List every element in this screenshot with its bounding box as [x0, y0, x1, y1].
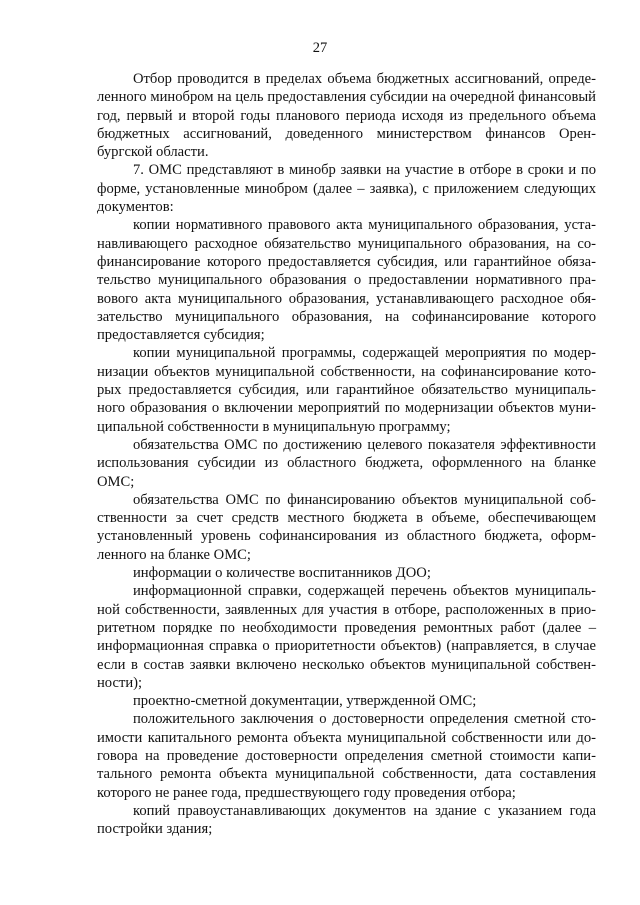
list-item-financing-obligation: обязательства ОМС по финансированию объектов муниципальной собственности за счет средств местного бюджета в объеме, обеспечивающем установленный уровень софинансирования из областного бюджета, оформленного на бланке ОМС;	[97, 491, 596, 563]
list-item-pupils-info: информации о количестве воспитанников ДОО;	[133, 565, 431, 582]
list-item-title-documents: копий правоустанавливающих документов на здание с указанием года постройки здания;	[97, 802, 596, 838]
list-item-positive-conclusion: положительного заключения о достоверности определения сметной стоимости капитального ремонта объекта муниципальной собственности или договора на проведение достоверности определения сметной стоимости капитального ремонта объекта муниципальной собственности, дата составления которого не ранее года, предшествующего году проведения отбора;	[97, 711, 596, 801]
list-item-efficiency-obligation: обязательства ОМС по достижению целевого показателя эффективности использования субсидии из областного бюджета, оформленного на бланке ОМС;	[97, 436, 596, 490]
paragraph-item-7: 7. ОМС представляют в минобр заявки на участие в отборе в сроки и по форме, установленные минобром (далее – заявка), с приложением следующих документов:	[97, 162, 596, 216]
list-item-design-documentation: проектно-сметной документации, утвержденной ОМС;	[133, 693, 477, 710]
list-item-info-reference: информационной справки, содержащей перечень объектов муниципальной собственности, заявленных для участия в отборе, расположенных в приоритетном порядке по необходимости проведения ремонтных работ (далее – информационная справка о приоритетности объектов) (направляется, в случае если в состав заявки включено несколько объектов муниципальной собственности);	[97, 583, 596, 691]
list-item-municipal-program: копии муниципальной программы, содержащей мероприятия по модернизации объектов муниципальной собственности, на софинансирование которых предоставляется субсидия, или гарантийное обязательство муниципального образования о включении мероприятий по модернизации объектов муниципальной собственности в муниципальную программу;	[97, 345, 596, 435]
page-number: 27	[312, 40, 328, 56]
paragraph-selection-limits: Отбор проводится в пределах объема бюджетных ассигнований, определенного минобром на цель предоставления субсидии на очередной финансовый год, первый и второй годы планового периода исходя из предельного объема бюджетных ассигнований, доведенного министерством финансов Оренбургской области.	[97, 71, 596, 161]
list-item-legal-act-copies: копии нормативного правового акта муниципального образования, устанавливающего расходное обязательство муниципального образования, на софинансирование которого предоставляется субсидия, или гарантийное обязательство муниципального образования о предоставлении нормативного правового акта муниципального образования, устанавливающего расходное обязательство муниципального образования, на софинансирование которого предоставляется субсидия;	[97, 217, 596, 344]
document-body	[97, 70, 596, 838]
